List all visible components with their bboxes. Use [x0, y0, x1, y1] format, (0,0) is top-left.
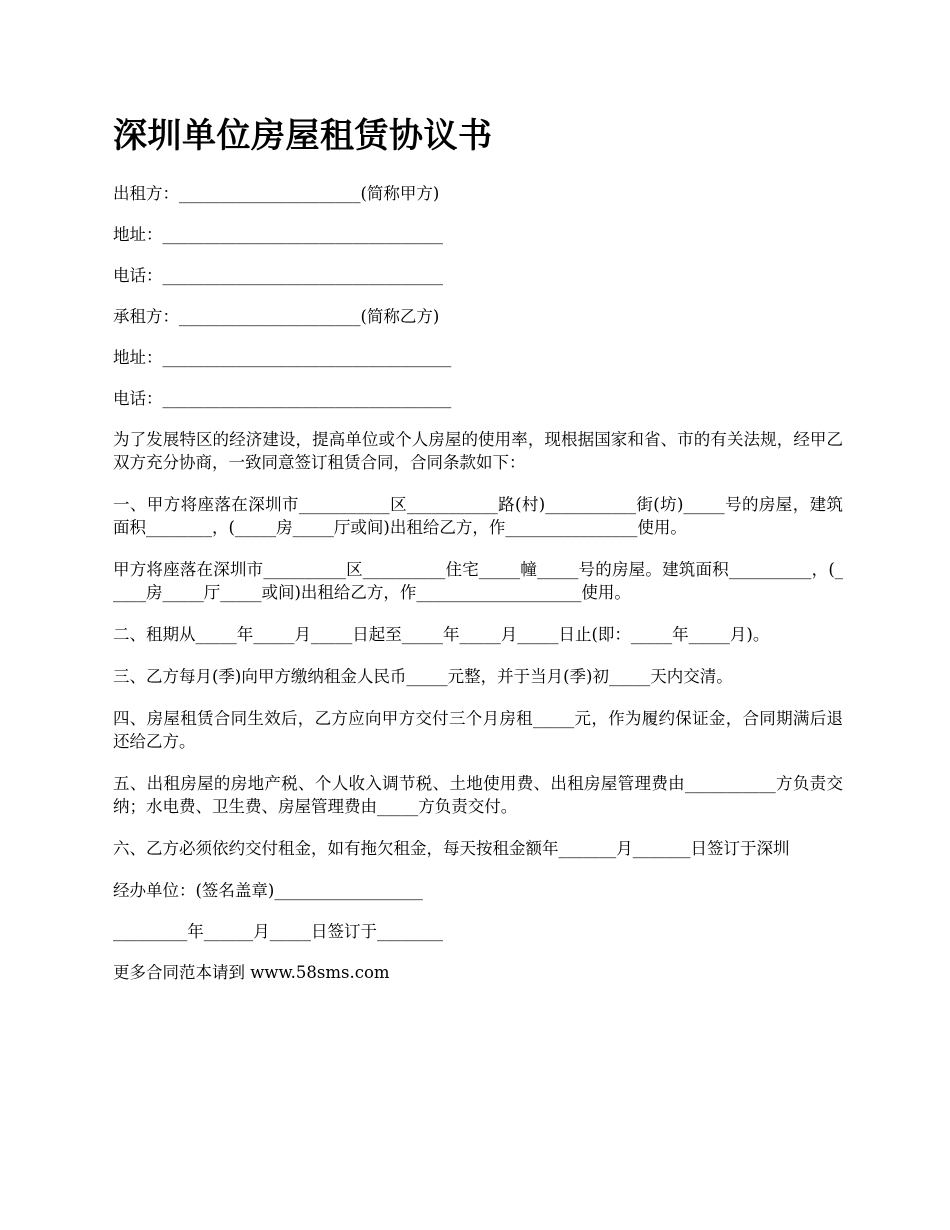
signing-date-line: _________年______月_____日签订于________ — [113, 922, 443, 941]
lessee-address-line: 地址：___________________________________ — [113, 348, 452, 367]
clause-4-paragraph: 四、房屋租赁合同生效后，乙方应向甲方交付三个月房租_____元，作为履约保证金，合同期满后退还给乙方。 — [113, 709, 843, 751]
clause-3-paragraph: 三、乙方每月(季)向甲方缴纳租金人民币_____元整，并于当月(季)初_____天内交清。 — [113, 667, 733, 686]
document-title: 深圳单位房屋租赁协议书 — [113, 116, 493, 156]
footer-link-text: 更多合同范本请到 www.58sms.com — [113, 963, 390, 982]
lessee-phone-line: 电话：___________________________________ — [113, 389, 452, 408]
clause-6-paragraph: 六、乙方必须依约交付租金，如有拖欠租金，每天按租金额年_______月_______日签订于深圳 — [113, 839, 790, 858]
clause-2-paragraph: 二、租期从_____年_____月_____日起至_____年_____月_____日止(即：_____年_____月)。 — [113, 625, 770, 644]
lessor-name-line: 出租方：______________________(简称甲方) — [113, 184, 440, 203]
preamble-paragraph: 为了发展特区的经济建设，提高单位或个人房屋的使用率，现根据国家和省、市的有关法规，经甲乙双方充分协商，一致同意签订租赁合同，合同条款如下： — [113, 430, 843, 472]
clause-5-paragraph: 五、出租房屋的房地产税、个人收入调节税、土地使用费、出租房屋管理费由___________方负责交纳；水电费、卫生费、房屋管理费由_____方负责交付。 — [113, 774, 843, 816]
lessor-phone-line: 电话：__________________________________ — [113, 266, 443, 285]
clause-1b-paragraph: 甲方将座落在深圳市__________区__________住宅_____幢_____号的房屋。建筑面积__________，(_____房_____厅_____或间)出租给乙方，作____________________使用。 — [113, 560, 843, 602]
clause-1-paragraph: 一、甲方将座落在深圳市___________区___________路(村)___________街(坊)_____号的房屋，建筑面积________，(_____房_____厅或间)出租给乙方，作________________使用。 — [113, 495, 843, 537]
agency-signature-line: 经办单位：(签名盖章)__________________ — [113, 881, 423, 900]
lessee-name-line: 承租方：______________________(简称乙方) — [113, 307, 440, 326]
contract-page — [113, 112, 843, 1002]
lessor-address-line: 地址：__________________________________ — [113, 225, 443, 244]
